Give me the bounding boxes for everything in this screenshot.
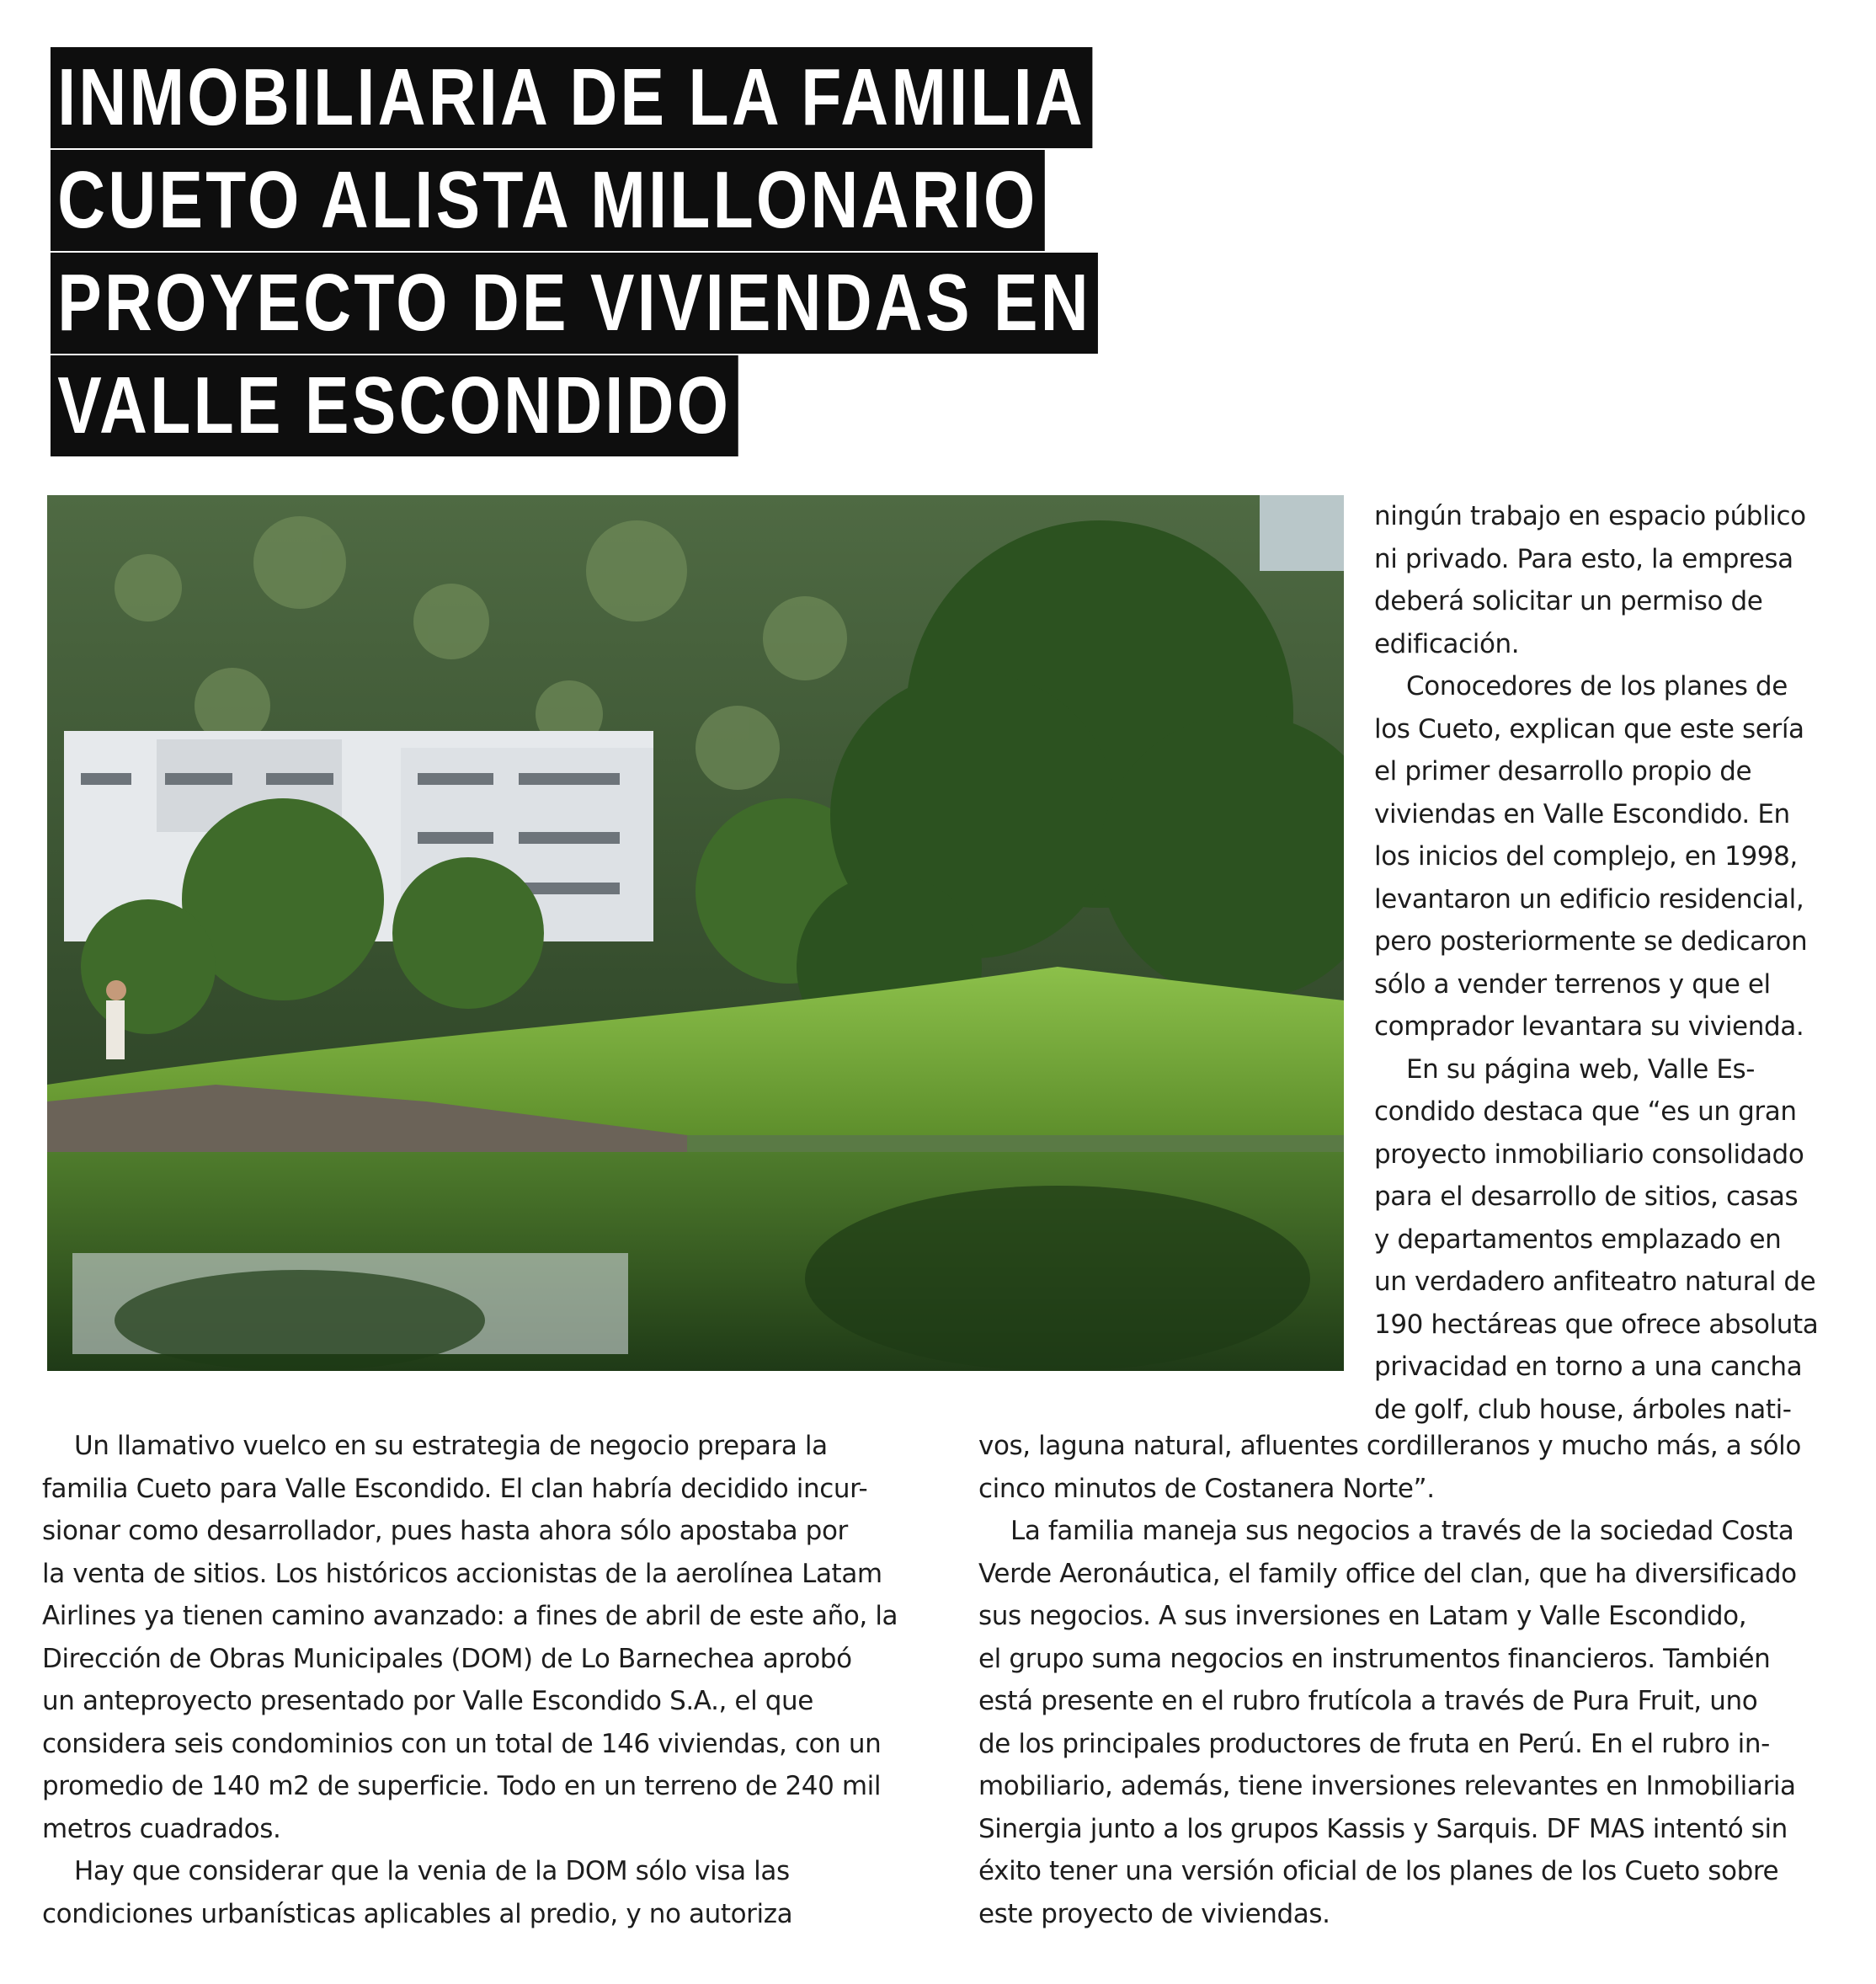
paragraph: La familia maneja sus negocios a través de la sociedad Costa Verde Aeronáutica, el family office del clan, que ha diversificado sus negocios. A sus inversiones en Latam y Valle Escondido, el grupo suma negocios en instrumentos financieros. También está presente en el rubro frutícola a través de Pura Fruit, uno de los principales productores de fruta en Perú. En el rubro in- mobiliario, además, tiene inversiones relevantes en Inmobiliaria Sinergia junto a los grupos Kassis y Sarquis. DF MAS intentó sin éxito tener una versión oficial de los planes de los Cueto sobre este proyecto de viviendas. <box>978 1516 1797 1929</box>
golfer-illustration <box>106 980 126 1059</box>
paragraph: ningún trabajo en espacio público ni privado. Para esto, la empresa deberá solicitar un permiso de edificación. <box>1374 501 1806 659</box>
paragraph: En su página web, Valle Es- condido destaca que “es un gran proyecto inmobiliario consolidado para el desarrollo de sitios, casas y departamentos emplazado en un verdadero anfiteatro natural de 190 hectáreas que ofrece absoluta privacidad en torno a una cancha de golf, club house, árboles nati- <box>1374 1053 1819 1425</box>
paragraph: vos, laguna natural, afluentes cordilleranos y mucho más, a sólo cinco minutos de Costanera Norte”. <box>978 1431 1801 1504</box>
paragraph: Un llamativo vuelco en su estrategia de negocio prepara la familia Cueto para Valle Escondido. El clan habría decidido incur- sionar como desarrollador, pues hasta ahora sólo apostaba por la venta de sitios. Los históricos accionistas de la aerolínea Latam Airlines ya tienen camino avanzado: a fines de abril de este año, la Dirección de Obras Municipales (DOM) de Lo Barnechea aprobó un anteproyecto presentado por Valle Escondido S.A., el que considera seis condominios con un total de 146 viviendas, con un promedio de 140 m2 de superficie. Todo en un terreno de 240 mil metros cuadrados. <box>42 1431 898 1844</box>
right-column-bottom <box>978 1425 1863 1935</box>
paragraph: Hay que considerar que la venia de la DOM sólo visa las condiciones urbanísticas aplicables al predio, y no autoriza <box>42 1856 793 1929</box>
article-photo <box>47 495 1344 1371</box>
paragraph: Conocedores de los planes de los Cueto, explican que este sería el primer desarrollo propio de viviendas en Valle Escondido. En los inicios del complejo, en 1998, levantaron un edificio residencial, pero posteriormente se dedicaron sólo a vender terrenos y que el comprador levantara su vivienda. <box>1374 671 1808 1042</box>
headline-line-3: PROYECTO DE VIVIENDAS EN <box>51 253 1098 354</box>
right-column-top <box>1374 495 1858 1431</box>
headline-line-1: INMOBILIARIA DE LA FAMILIA <box>51 47 1092 148</box>
headline-line-2: CUETO ALISTA MILLONARIO <box>51 150 1045 251</box>
photo-illustration <box>47 495 1344 1371</box>
headline-line-4: VALLE ESCONDIDO <box>51 355 738 456</box>
left-column-bottom <box>42 1425 935 1935</box>
headline <box>51 47 1179 458</box>
